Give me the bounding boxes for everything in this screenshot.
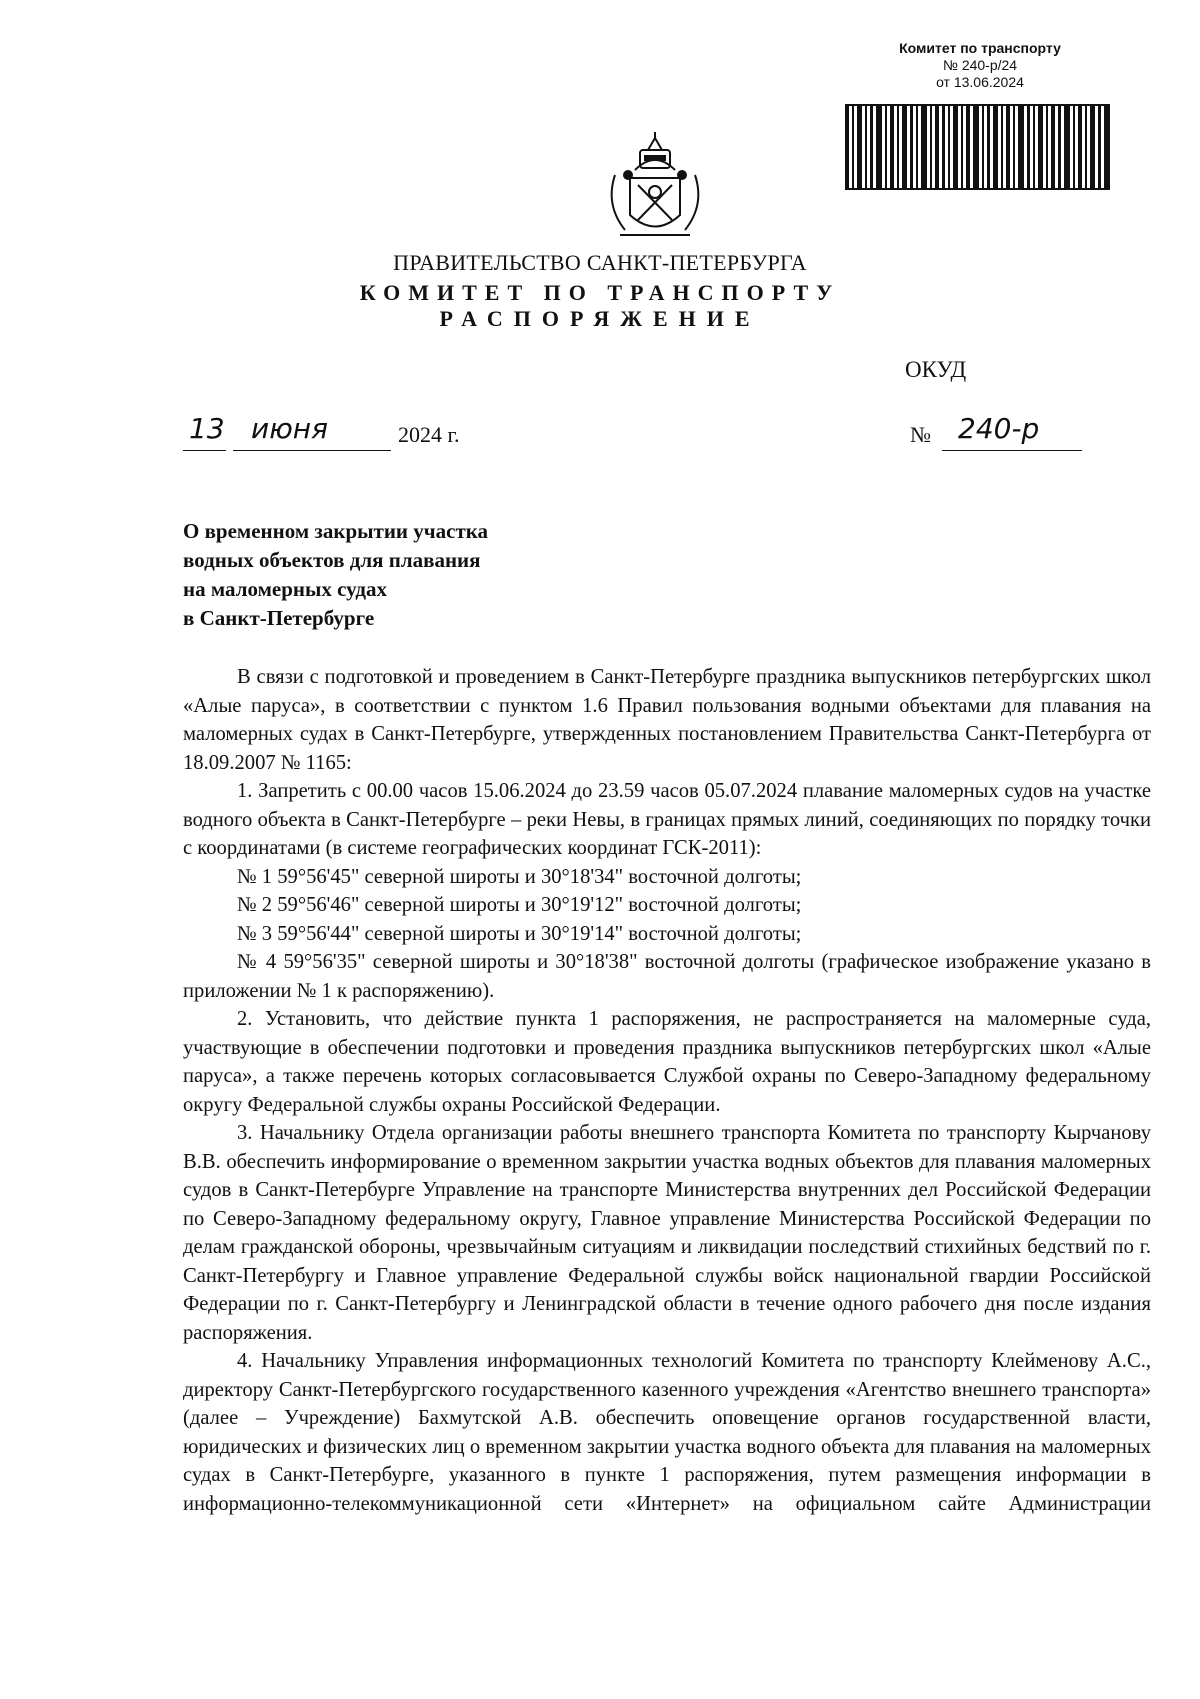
stamp-number: № 240-р/24 [942, 57, 1018, 73]
barcode-icon [845, 104, 1110, 190]
st-petersburg-coat-of-arms-icon [600, 130, 710, 245]
title-line: на маломерных судах [183, 577, 387, 601]
government-heading: ПРАВИТЕЛЬСТВО САНКТ-ПЕТЕРБУРГА [393, 250, 807, 275]
registration-stamp [845, 40, 1115, 91]
title-line: водных объектов для плавания [183, 548, 481, 572]
document-number [910, 412, 1110, 452]
document-type-heading: РАСПОРЯЖЕНИЕ [439, 306, 761, 331]
stamp-date: от 13.06.2024 [936, 74, 1024, 90]
number-value: 240-р [958, 412, 1040, 445]
item-4-paragraph: 4. Начальнику Управления информационных технологий Комитета по транспорту Клейменову А.С., директору Санкт-Петербургского государственного казенного учреждения «Агентство внешнего транспорта» (далее – Учреждение) Бахмутской А.В. обеспечить оповещение органов государственной власти, юридических и физических лиц о временном закрытии участка водного объекта для плавания на маломерных судах в Санкт-Петербурге, указанного в пункте 1 распоряжения, путем размещения информации в информационно-телекоммуникационной сети «Интернет» на официальном сайте Администрации [183, 1350, 1151, 1515]
number-sign: № [910, 422, 931, 447]
document-title [183, 517, 488, 633]
title-line: О временном закрытии участка [183, 519, 489, 543]
title-line: в Санкт-Петербурге [183, 606, 375, 630]
item-2-paragraph: 2. Установить, что действие пункта 1 распоряжения, не распространяется на маломерные суда, участвующие в обеспечении подготовки и проведения праздника выпускников петербургских школ «Алые паруса», а также перечень которых согласовывается Службой охраны по Северо-Западному федеральному округу Федеральной службы охраны Российской Федерации. [183, 1008, 1151, 1116]
date-year: 2024 г. [398, 422, 460, 447]
item-3-paragraph: 3. Начальнику Отдела организации работы внешнего транспорта Комитета по транспорту Кырчанову В.В. обеспечить информирование о временном закрытии участка водных объектов для плавания маломерных судов в Санкт-Петербурге Управление на транспорте Министерства внутренних дел Российской Федерации по Северо-Западному федеральному округу, Главное управление Министерства Российской Федерации по делам гражданской обороны, чрезвычайным ситуациям и ликвидации последствий стихийных бедствий по г. Санкт-Петербургу и Главное управление Федеральной службы войск национальной гвардии Российской Федерации по г. Санкт-Петербургу и Ленинградской области в течение одного рабочего дня после издания распоряжения. [183, 1122, 1151, 1344]
date-day: 13 [189, 412, 225, 445]
coordinate-point-2: № 2 59°56'46" северной широты и 30°19'12" восточной долготы; [237, 894, 802, 916]
item-1-paragraph: 1. Запретить с 00.00 часов 15.06.2024 до 23.59 часов 05.07.2024 плавание маломерных судов на участке водного объекта в Санкт-Петербурге – реки Невы, в границах прямых линий, соединяющих по порядку точки с координатами (в системе географических координат ГСК-2011): [183, 780, 1151, 859]
coordinate-point-4: № 4 59°56'35" северной широты и 30°18'38" восточной долготы (графическое изображение указано в приложении № 1 к распоряжению). [183, 951, 1151, 1002]
okud-label: ОКУД [905, 357, 967, 382]
document-date [183, 412, 483, 452]
intro-paragraph: В связи с подготовкой и проведением в Санкт-Петербурге праздника выпускников петербургских школ «Алые паруса», в соответствии с пунктом 1.6 Правил пользования водными объектами для плавания на маломерных судах в Санкт-Петербурге, утвержденных постановлением Правительства Санкт-Петербурга от 18.09.2007 № 1165: [183, 666, 1151, 774]
stamp-committee: Комитет по транспорту [899, 40, 1061, 56]
date-month: июня [251, 412, 328, 445]
coordinate-point-3: № 3 59°56'44" северной широты и 30°19'14" восточной долготы; [237, 922, 802, 945]
document-body [183, 663, 1151, 1518]
committee-heading: КОМИТЕТ ПО ТРАНСПОРТУ [359, 280, 841, 305]
coordinate-point-1: № 1 59°56'45" северной широты и 30°18'34" восточной долготы; [237, 865, 802, 888]
